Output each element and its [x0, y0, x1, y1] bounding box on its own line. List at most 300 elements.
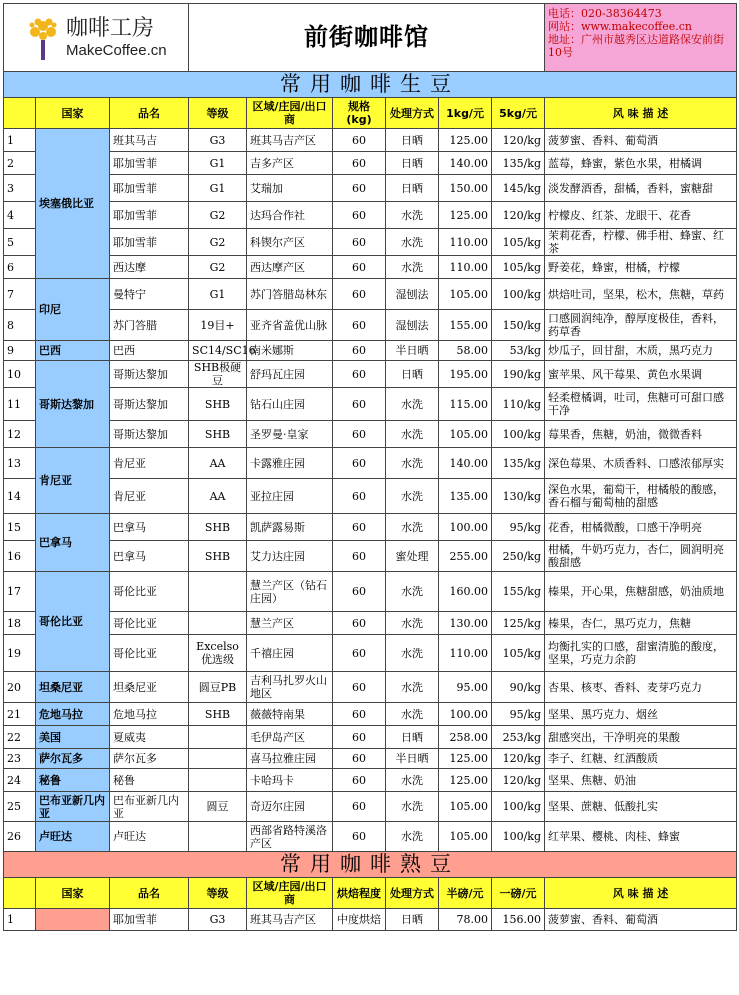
process-method: 水洗 — [386, 672, 439, 703]
contact-address: 地址：广州市越秀区达道路保安前街10号 — [548, 33, 725, 59]
price-5kg: 253/kg — [492, 726, 545, 749]
row-number: 23 — [4, 749, 36, 769]
spec-kg: 60 — [333, 129, 386, 152]
price-5kg: 155/kg — [492, 572, 545, 612]
column-header: 区域/庄园/出口商 — [247, 98, 333, 129]
country-cell: 印尼 — [36, 279, 110, 341]
flavor-description: 菠萝蜜、香料、葡萄酒 — [545, 129, 737, 152]
flavor-description: 淡发酵酒香，甜橘，香料，蜜糖甜 — [545, 175, 737, 202]
country-cell: 卢旺达 — [36, 822, 110, 852]
table-row — [4, 822, 737, 852]
grade: 圆豆PB — [189, 672, 247, 703]
flavor-description: 蓝莓，蜂蜜，紫色水果，柑橘调 — [545, 152, 737, 175]
bean-name: 巴西 — [110, 341, 189, 361]
grade: 圆豆 — [189, 792, 247, 822]
table-row — [4, 448, 737, 479]
grade: G3 — [189, 129, 247, 152]
price-1kg: 105.00 — [439, 421, 492, 448]
price-5kg: 135/kg — [492, 448, 545, 479]
country-cell: 萨尔瓦多 — [36, 749, 110, 769]
price-1kg: 255.00 — [439, 541, 492, 572]
price-table — [3, 3, 737, 931]
bean-name: 哥斯达黎加 — [110, 361, 189, 388]
process-method: 水洗 — [386, 448, 439, 479]
bean-name: 肯尼亚 — [110, 448, 189, 479]
price-5kg: 120/kg — [492, 769, 545, 792]
column-header: 品名 — [110, 878, 189, 909]
process-method: 水洗 — [386, 514, 439, 541]
country-cell: 巴拿马 — [36, 514, 110, 572]
region: 慧兰产区 — [247, 612, 333, 635]
price-5kg: 110/kg — [492, 388, 545, 421]
row-number: 2 — [4, 152, 36, 175]
price-5kg: 105/kg — [492, 635, 545, 672]
row-number: 25 — [4, 792, 36, 822]
bean-name: 耶加雪菲 — [110, 909, 189, 931]
row-number: 8 — [4, 310, 36, 341]
grade: G1 — [189, 279, 247, 310]
price-1kg: 195.00 — [439, 361, 492, 388]
section-row-roasted — [4, 852, 737, 878]
row-number: 24 — [4, 769, 36, 792]
process-method: 水洗 — [386, 635, 439, 672]
price-1kg: 258.00 — [439, 726, 492, 749]
bean-name: 坦桑尼亚 — [110, 672, 189, 703]
table-row — [4, 341, 737, 361]
price-one-lb: 156.00 — [492, 909, 545, 931]
grade: G2 — [189, 202, 247, 229]
table-row — [4, 749, 737, 769]
spec-kg: 60 — [333, 703, 386, 726]
table-row — [4, 279, 737, 310]
price-5kg: 100/kg — [492, 279, 545, 310]
country-cell: 巴西 — [36, 341, 110, 361]
row-number: 11 — [4, 388, 36, 421]
column-header-blank — [4, 98, 36, 129]
spec-kg: 60 — [333, 514, 386, 541]
grade — [189, 769, 247, 792]
column-header: 半磅/元 — [439, 878, 492, 909]
spec-kg: 60 — [333, 612, 386, 635]
price-5kg: 100/kg — [492, 792, 545, 822]
column-header-row-green — [4, 98, 737, 129]
spec-kg: 60 — [333, 672, 386, 703]
flavor-description: 蜜苹果、风干莓果、黄色水果调 — [545, 361, 737, 388]
grade: AA — [189, 448, 247, 479]
price-table-body — [4, 4, 737, 931]
price-1kg: 155.00 — [439, 310, 492, 341]
spec-kg: 60 — [333, 341, 386, 361]
price-1kg: 125.00 — [439, 749, 492, 769]
contact-website: 网站：www.makecoffee.cn — [548, 20, 692, 33]
table-row — [4, 792, 737, 822]
bean-name: 耶加雪菲 — [110, 202, 189, 229]
bean-name: 哥伦比亚 — [110, 612, 189, 635]
region: 奇迈尔庄园 — [247, 792, 333, 822]
region: 吉利马扎罗火山地区 — [247, 672, 333, 703]
table-row — [4, 769, 737, 792]
column-header: 等级 — [189, 878, 247, 909]
grade: G2 — [189, 229, 247, 256]
region: 舒玛瓦庄园 — [247, 361, 333, 388]
price-5kg: 105/kg — [492, 229, 545, 256]
column-header: 国家 — [36, 98, 110, 129]
price-1kg: 110.00 — [439, 256, 492, 279]
process-method: 水洗 — [386, 202, 439, 229]
column-header-row-roasted — [4, 878, 737, 909]
price-1kg: 110.00 — [439, 229, 492, 256]
table-row — [4, 572, 737, 612]
spec-kg: 60 — [333, 479, 386, 514]
region: 千禧庄园 — [247, 635, 333, 672]
spec-kg: 60 — [333, 256, 386, 279]
flavor-description: 杏果、核枣、香料、麦芽巧克力 — [545, 672, 737, 703]
column-header: 风 味 描 述 — [545, 878, 737, 909]
table-row — [4, 703, 737, 726]
flavor-description: 炒瓜子，回甘甜，木质，黑巧克力 — [545, 341, 737, 361]
region: 薇薇特南果 — [247, 703, 333, 726]
grade: SHB — [189, 421, 247, 448]
row-number: 5 — [4, 229, 36, 256]
process-method: 湿刨法 — [386, 279, 439, 310]
grade: SC14/SC16 — [189, 341, 247, 361]
flavor-description: 野姜花，蜂蜜，柑橘，柠檬 — [545, 256, 737, 279]
row-number: 22 — [4, 726, 36, 749]
process-method: 半日晒 — [386, 749, 439, 769]
process-method: 日晒 — [386, 726, 439, 749]
country-cell: 肯尼亚 — [36, 448, 110, 514]
flavor-description: 轻柔橙橘调，吐司，焦糖可可甜口感干净 — [545, 388, 737, 421]
bean-name: 卢旺达 — [110, 822, 189, 852]
grade: G2 — [189, 256, 247, 279]
price-1kg: 105.00 — [439, 279, 492, 310]
process-method: 水洗 — [386, 572, 439, 612]
spec-kg: 60 — [333, 310, 386, 341]
spec-kg: 60 — [333, 822, 386, 852]
flavor-description: 甜感突出，干净明亮的果酸 — [545, 726, 737, 749]
table-row — [4, 202, 737, 229]
process-method: 日晒 — [386, 909, 439, 931]
process-method: 日晒 — [386, 129, 439, 152]
grade — [189, 749, 247, 769]
flavor-description: 口感圆润纯净，醇厚度极佳，香料，药草香 — [545, 310, 737, 341]
region: 圣罗曼·皇家 — [247, 421, 333, 448]
section-title-roasted: 常用咖啡熟豆 — [4, 852, 737, 878]
region: 卡露雅庄园 — [247, 448, 333, 479]
table-row — [4, 361, 737, 388]
bean-name: 西达摩 — [110, 256, 189, 279]
region: 班其马吉产区 — [247, 129, 333, 152]
country-cell: 坦桑尼亚 — [36, 672, 110, 703]
price-1kg: 95.00 — [439, 672, 492, 703]
spec-kg: 60 — [333, 175, 386, 202]
price-1kg: 125.00 — [439, 769, 492, 792]
region: 亚齐省盖优山脉 — [247, 310, 333, 341]
price-1kg: 115.00 — [439, 388, 492, 421]
spec-kg: 60 — [333, 388, 386, 421]
grade: 19目+ — [189, 310, 247, 341]
spec-kg: 60 — [333, 726, 386, 749]
region: 南米娜斯 — [247, 341, 333, 361]
table-row — [4, 909, 737, 931]
price-5kg: 120/kg — [492, 202, 545, 229]
spec-kg: 60 — [333, 202, 386, 229]
bean-name: 苏门答腊 — [110, 310, 189, 341]
process-method: 水洗 — [386, 479, 439, 514]
grade: SHB — [189, 388, 247, 421]
country-cell: 秘鲁 — [36, 769, 110, 792]
region: 毛伊岛产区 — [247, 726, 333, 749]
section-row-green — [4, 72, 737, 98]
bean-name: 耶加雪菲 — [110, 229, 189, 256]
logo-cell — [4, 4, 189, 72]
grade: SHB — [189, 703, 247, 726]
table-row — [4, 388, 737, 421]
column-header: 一磅/元 — [492, 878, 545, 909]
table-row — [4, 229, 737, 256]
spec-kg: 60 — [333, 541, 386, 572]
table-row — [4, 129, 737, 152]
price-5kg: 190/kg — [492, 361, 545, 388]
spec-kg: 60 — [333, 448, 386, 479]
table-row — [4, 175, 737, 202]
bean-name: 秘鲁 — [110, 769, 189, 792]
flavor-description: 李子、红糖、红酒酸质 — [545, 749, 737, 769]
grade: Excelso优选级 — [189, 635, 247, 672]
row-number: 16 — [4, 541, 36, 572]
row-number: 12 — [4, 421, 36, 448]
column-header: 5kg/元 — [492, 98, 545, 129]
bean-name: 巴拿马 — [110, 514, 189, 541]
price-half-lb: 78.00 — [439, 909, 492, 931]
grade: G1 — [189, 152, 247, 175]
price-5kg: 250/kg — [492, 541, 545, 572]
price-1kg: 125.00 — [439, 129, 492, 152]
price-5kg: 135/kg — [492, 152, 545, 175]
row-number: 13 — [4, 448, 36, 479]
column-header-blank — [4, 878, 36, 909]
row-number: 6 — [4, 256, 36, 279]
grade: SHB — [189, 514, 247, 541]
bean-name: 巴布亚新几内亚 — [110, 792, 189, 822]
region: 西部省路特溪洛产区 — [247, 822, 333, 852]
bean-name: 哥斯达黎加 — [110, 421, 189, 448]
process-method: 日晒 — [386, 152, 439, 175]
row-number: 26 — [4, 822, 36, 852]
price-5kg: 100/kg — [492, 822, 545, 852]
roast-level: 中度烘焙 — [333, 909, 386, 931]
column-header: 烘焙程度 — [333, 878, 386, 909]
grade: SHB — [189, 541, 247, 572]
contact-cell — [545, 4, 737, 72]
column-header: 规格(kg) — [333, 98, 386, 129]
process-method: 日晒 — [386, 175, 439, 202]
country-cell: 哥斯达黎加 — [36, 361, 110, 448]
process-method: 水洗 — [386, 388, 439, 421]
table-row — [4, 152, 737, 175]
header-row — [4, 4, 737, 72]
price-5kg: 105/kg — [492, 256, 545, 279]
grade: G1 — [189, 175, 247, 202]
row-number: 19 — [4, 635, 36, 672]
spec-kg: 60 — [333, 749, 386, 769]
coffee-tree-logo-icon — [28, 16, 58, 60]
spec-kg: 60 — [333, 635, 386, 672]
bean-name: 曼特宁 — [110, 279, 189, 310]
bean-name: 班其马吉 — [110, 129, 189, 152]
flavor-description: 深色水果，葡萄干，柑橘般的酸感，香石榴与葡萄柚的甜感 — [545, 479, 737, 514]
table-row — [4, 514, 737, 541]
column-header: 处理方式 — [386, 98, 439, 129]
row-number: 1 — [4, 909, 36, 931]
country-cell: 哥伦比亚 — [36, 572, 110, 672]
bean-name: 巴拿马 — [110, 541, 189, 572]
region: 喜马拉雅庄园 — [247, 749, 333, 769]
region: 亚拉庄园 — [247, 479, 333, 514]
region: 班其马吉产区 — [247, 909, 333, 931]
table-row — [4, 672, 737, 703]
table-row — [4, 541, 737, 572]
region: 苏门答腊岛林东 — [247, 279, 333, 310]
process-method: 水洗 — [386, 769, 439, 792]
region: 慧兰产区（钻石庄园） — [247, 572, 333, 612]
column-header: 处理方式 — [386, 878, 439, 909]
price-5kg: 125/kg — [492, 612, 545, 635]
spec-kg: 60 — [333, 152, 386, 175]
region: 凯萨露易斯 — [247, 514, 333, 541]
price-1kg: 135.00 — [439, 479, 492, 514]
flavor-description: 坚果、焦糖、奶油 — [545, 769, 737, 792]
grade — [189, 726, 247, 749]
flavor-description: 坚果、蔗糖、低酸扎实 — [545, 792, 737, 822]
table-row — [4, 310, 737, 341]
row-number: 4 — [4, 202, 36, 229]
spec-kg: 60 — [333, 229, 386, 256]
price-5kg: 150/kg — [492, 310, 545, 341]
region: 艾瑞加 — [247, 175, 333, 202]
spec-kg: 60 — [333, 572, 386, 612]
column-header: 区域/庄园/出口商 — [247, 878, 333, 909]
grade: SHB极硬豆 — [189, 361, 247, 388]
price-1kg: 110.00 — [439, 635, 492, 672]
process-method: 半日晒 — [386, 341, 439, 361]
row-number: 15 — [4, 514, 36, 541]
spec-kg: 60 — [333, 361, 386, 388]
flavor-description: 深色莓果、木质香料、口感浓郁厚实 — [545, 448, 737, 479]
grade — [189, 822, 247, 852]
country-cell: 埃塞俄比亚 — [36, 129, 110, 279]
region: 达玛合作社 — [247, 202, 333, 229]
row-number: 14 — [4, 479, 36, 514]
process-method: 水洗 — [386, 421, 439, 448]
bean-name: 萨尔瓦多 — [110, 749, 189, 769]
price-1kg: 58.00 — [439, 341, 492, 361]
flavor-description: 榛果，杏仁，黑巧克力，焦糖 — [545, 612, 737, 635]
country-cell: 美国 — [36, 726, 110, 749]
price-5kg: 145/kg — [492, 175, 545, 202]
row-number: 7 — [4, 279, 36, 310]
price-1kg: 105.00 — [439, 822, 492, 852]
column-header: 国家 — [36, 878, 110, 909]
spec-kg: 60 — [333, 769, 386, 792]
flavor-description: 烘焙吐司，坚果，松木，焦糖，草药 — [545, 279, 737, 310]
table-row — [4, 635, 737, 672]
flavor-description: 均衡扎实的口感，甜蜜清脆的酸度，坚果，巧克力余韵 — [545, 635, 737, 672]
logo-english-text: MakeCoffee.cn — [66, 41, 167, 59]
table-row — [4, 421, 737, 448]
cafe-title: 前街咖啡馆 — [189, 4, 545, 72]
process-method: 水洗 — [386, 822, 439, 852]
flavor-description: 茉莉花香，柠檬、佛手柑、蜂蜜、红茶 — [545, 229, 737, 256]
price-1kg: 100.00 — [439, 703, 492, 726]
column-header: 风 味 描 述 — [545, 98, 737, 129]
flavor-description: 柑橘，牛奶巧克力，杏仁，圆润明亮酸甜感 — [545, 541, 737, 572]
region: 卡哈玛卡 — [247, 769, 333, 792]
process-method: 湿刨法 — [386, 310, 439, 341]
region: 科锲尔产区 — [247, 229, 333, 256]
column-header: 品名 — [110, 98, 189, 129]
flavor-description: 柠檬皮、红茶、龙眼干、花香 — [545, 202, 737, 229]
process-method: 水洗 — [386, 612, 439, 635]
section-title-green: 常用咖啡生豆 — [4, 72, 737, 98]
bean-name: 耶加雪菲 — [110, 152, 189, 175]
spec-kg: 60 — [333, 421, 386, 448]
logo-chinese-text: 咖啡工房 — [66, 15, 155, 41]
row-number: 10 — [4, 361, 36, 388]
table-row — [4, 726, 737, 749]
region: 吉多产区 — [247, 152, 333, 175]
country-cell — [36, 909, 110, 931]
bean-name: 夏威夷 — [110, 726, 189, 749]
column-header: 1kg/元 — [439, 98, 492, 129]
process-method: 水洗 — [386, 256, 439, 279]
price-1kg: 100.00 — [439, 514, 492, 541]
flavor-description: 花香，柑橘微酸，口感干净明亮 — [545, 514, 737, 541]
flavor-description: 榛果，开心果，焦糖甜感，奶油质地 — [545, 572, 737, 612]
process-method: 蜜处理 — [386, 541, 439, 572]
grade — [189, 612, 247, 635]
price-sheet — [3, 3, 736, 931]
row-number: 21 — [4, 703, 36, 726]
price-1kg: 140.00 — [439, 152, 492, 175]
process-method: 水洗 — [386, 792, 439, 822]
price-1kg: 130.00 — [439, 612, 492, 635]
table-row — [4, 256, 737, 279]
price-1kg: 160.00 — [439, 572, 492, 612]
bean-name: 肯尼亚 — [110, 479, 189, 514]
bean-name: 危地马拉 — [110, 703, 189, 726]
grade: AA — [189, 479, 247, 514]
row-number: 17 — [4, 572, 36, 612]
table-row — [4, 612, 737, 635]
price-5kg: 120/kg — [492, 129, 545, 152]
price-5kg: 95/kg — [492, 514, 545, 541]
price-5kg: 120/kg — [492, 749, 545, 769]
flavor-description: 莓果香，焦糖，奶油，微微香料 — [545, 421, 737, 448]
price-1kg: 105.00 — [439, 792, 492, 822]
price-5kg: 90/kg — [492, 672, 545, 703]
price-5kg: 95/kg — [492, 703, 545, 726]
flavor-description: 红苹果、樱桃、肉桂、蜂蜜 — [545, 822, 737, 852]
column-header: 等级 — [189, 98, 247, 129]
bean-name: 哥伦比亚 — [110, 572, 189, 612]
flavor-description: 坚果、黑巧克力、烟丝 — [545, 703, 737, 726]
bean-name: 耶加雪菲 — [110, 175, 189, 202]
row-number: 20 — [4, 672, 36, 703]
region: 西达摩产区 — [247, 256, 333, 279]
price-5kg: 53/kg — [492, 341, 545, 361]
table-row — [4, 479, 737, 514]
